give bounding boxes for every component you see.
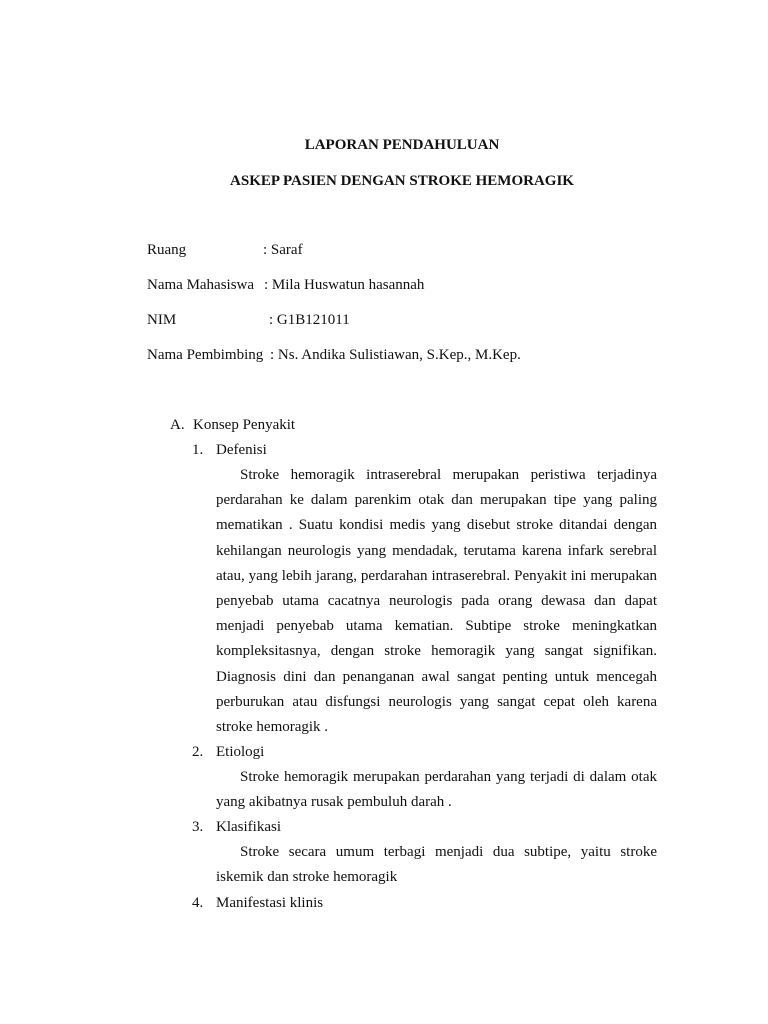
item-2-paragraph: [216, 765, 657, 815]
item-3-text: Stroke secara umum terbagi menjadi dua subtipe, yaitu stroke iskemik dan stroke hemoragik: [216, 844, 657, 885]
item-4-number: 4.: [192, 895, 204, 911]
mahasiswa-label: Nama Mahasiswa: [147, 277, 255, 293]
item-3-title: Klasifikasi: [216, 819, 281, 835]
ruang-value: : Saraf: [263, 242, 303, 258]
document-subtitle: ASKEP PASIEN DENGAN STROKE HEMORAGIK: [230, 173, 574, 189]
item-3-number: 3.: [192, 819, 204, 835]
item-1-text: Stroke hemoragik intraserebral merupakan peristiwa terjadinya perdarahan ke dalam parenkim otak dan merupakan tipe yang paling mematikan . Suatu kondisi medis yang disebut stroke ditandai dengan kehilangan neurologis yang mendadak, terutama karena infark serebral atau, yang lebih jarang, perdarahan intraserebral. Penyakit ini merupakan penyebab utama cacatnya neurologis pada orang dewasa dan dapat menjadi penyebab utama kematian. Subtipe stroke meningkatkan kompleksitasnya, dengan stroke hemoragik yang sangat signifikan. Diagnosis dini dan penanganan awal sangat penting untuk mencegah perburukan atau disfungsi neurologis yang sangat cepat oleh karena stroke hemoragik .: [216, 467, 657, 736]
mahasiswa-value: : Mila Huswatun hasannah: [264, 277, 425, 293]
item-1-number: 1.: [192, 442, 204, 458]
item-1-title: Defenisi: [216, 442, 267, 458]
item-3-paragraph: [216, 840, 657, 890]
item-2-title: Etiologi: [216, 744, 265, 760]
pembimbing-label: Nama Pembimbing: [147, 347, 264, 363]
item-2-text: Stroke hemoragik merupakan perdarahan yang terjadi di dalam otak yang akibatnya rusak pembuluh darah .: [216, 769, 657, 810]
section-a-marker: A.: [170, 417, 185, 433]
document-title: LAPORAN PENDAHULUAN: [304, 137, 500, 153]
ruang-label: Ruang: [147, 242, 187, 258]
item-1-paragraph: [216, 463, 657, 740]
nim-value: : G1B121011: [269, 312, 350, 328]
pembimbing-value: : Ns. Andika Sulistiawan, S.Kep., M.Kep.: [270, 347, 521, 363]
item-4-title: Manifestasi klinis: [216, 895, 324, 911]
item-2-number: 2.: [192, 744, 204, 760]
nim-label: NIM: [147, 312, 177, 328]
section-a-title: Konsep Penyakit: [193, 417, 296, 433]
